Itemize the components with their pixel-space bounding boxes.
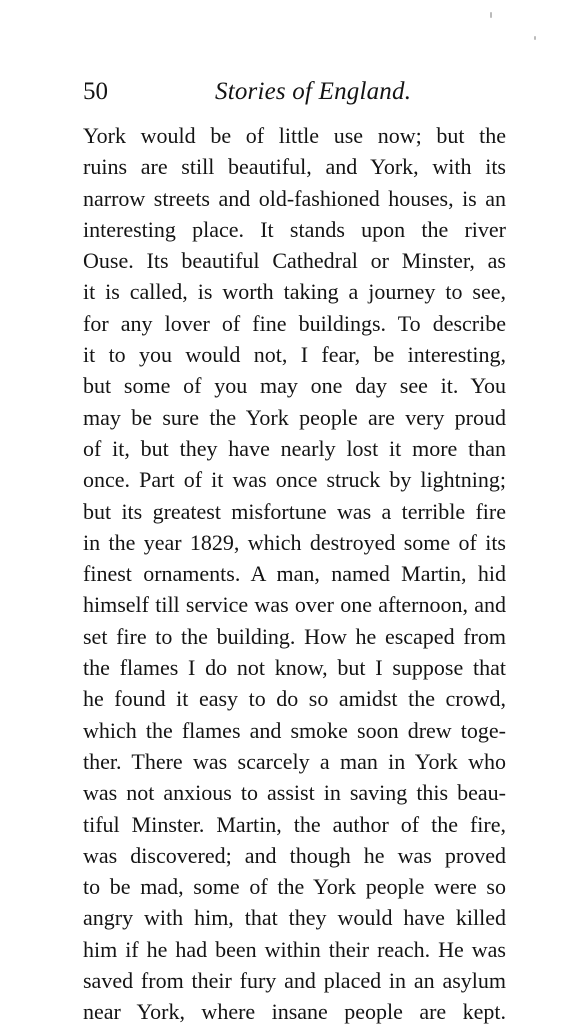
text-line: saved from their fury and placed in an asylum bbox=[83, 968, 506, 994]
text-line: near York, where insane people are kept. bbox=[83, 999, 506, 1025]
text-line: it to you would not, I fear, be interesting, bbox=[83, 342, 506, 368]
text-line: was not anxious to assist in saving this beau- bbox=[83, 780, 506, 806]
text-line: him if he had been within their reach. He was bbox=[83, 936, 506, 962]
text-line: once. Part of it was once struck by lightning; bbox=[83, 467, 506, 493]
text-line: set fire to the building. How he escaped from bbox=[83, 623, 506, 649]
text-line: which the flames and smoke soon drew toge- bbox=[83, 717, 506, 743]
running-head bbox=[83, 76, 506, 108]
text-line: himself till service was over one afternoon, and bbox=[83, 592, 506, 618]
text-line: of it, but they have nearly lost it more than bbox=[83, 435, 506, 461]
text-line: in the year 1829, which destroyed some of its bbox=[83, 529, 506, 555]
text-line: but some of you may one day see it. You bbox=[83, 373, 506, 399]
running-title: Stories of England. bbox=[215, 78, 412, 105]
text-line: tiful Minster. Martin, the author of the fire, bbox=[83, 811, 506, 837]
text-line: but its greatest misfortune was a terrible fire bbox=[83, 498, 506, 524]
scan-speck bbox=[534, 36, 536, 40]
text-line: to be mad, some of the York people were so bbox=[83, 874, 506, 900]
text-line: ruins are still beautiful, and York, with its bbox=[83, 154, 506, 180]
text-line: he found it easy to do so amidst the crowd, bbox=[83, 686, 506, 712]
scan-speck bbox=[490, 12, 492, 18]
page-number: 50 bbox=[83, 78, 108, 105]
text-line: was discovered; and though he was proved bbox=[83, 842, 506, 868]
text-line: the flames I do not know, but I suppose that bbox=[83, 655, 506, 681]
text-line: angry with him, that they would have killed bbox=[83, 905, 506, 931]
text-line: may be sure the York people are very proud bbox=[83, 404, 506, 430]
text-line: ther. There was scarcely a man in York who bbox=[83, 748, 506, 774]
body-text bbox=[83, 120, 506, 1028]
text-line: narrow streets and old-fashioned houses, is an bbox=[83, 185, 506, 211]
text-line: for any lover of fine buildings. To describe bbox=[83, 310, 506, 336]
text-line: York would be of little use now; but the bbox=[83, 123, 506, 148]
text-line: it is called, is worth taking a journey to see, bbox=[83, 279, 506, 305]
text-line: finest ornaments. A man, named Martin, hid bbox=[83, 561, 506, 587]
text-line: interesting place. It stands upon the river bbox=[83, 216, 506, 242]
text-line: Ouse. Its beautiful Cathedral or Minster, as bbox=[83, 248, 506, 274]
